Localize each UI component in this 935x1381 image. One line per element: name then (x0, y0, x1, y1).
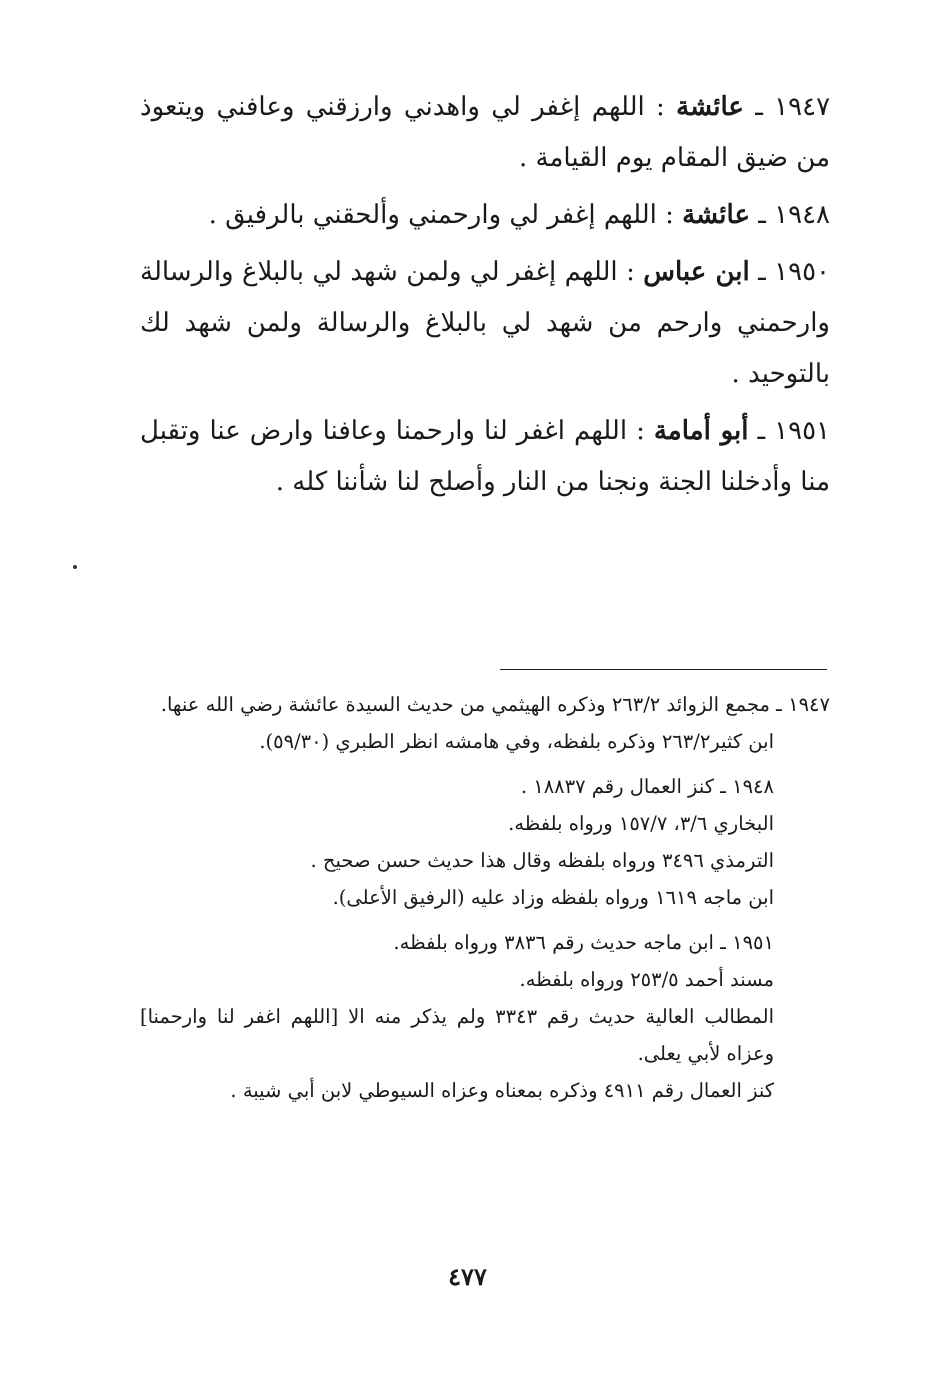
hadith-entry-1951 (140, 406, 830, 508)
footnote-1951-line-1: ١٩٥١ ـ ابن ماجه حديث رقم ٣٨٣٦ ورواه بلفظه. (393, 931, 774, 954)
entry-number: ١٩٥١ ـ (757, 416, 831, 446)
hadith-entry-1947 (140, 82, 830, 184)
footnote-gap (140, 916, 830, 924)
narrator-name: ابن عباس (643, 257, 750, 287)
page-speck (73, 565, 77, 569)
page-number: ٤٧٧ (448, 1262, 487, 1291)
footnote-1948-line-4: ابن ماجه ١٦١٩ ورواه بلفظه وزاد عليه (الرفيق الأعلى). (332, 886, 774, 909)
entry-text: : اللهم إغفر لي وارحمني وألحقني بالرفيق . (208, 200, 674, 230)
entry-number: ١٩٤٧ ـ (755, 92, 831, 122)
footnote-divider (500, 669, 827, 670)
footnotes (140, 686, 830, 1109)
footnote-1947-line-1: ١٩٤٧ ـ مجمع الزوائد ٢٦٣/٢ وذكره الهيثمي من حديث السيدة عائشة رضي الله عنها. (160, 693, 830, 716)
footnote-1948-line-2: البخاري ٣/٦، ١٥٧/٧ ورواه بلفظه. (508, 812, 774, 835)
footnote-1948-line-3: الترمذي ٣٤٩٦ ورواه بلفظه وقال هذا حديث حسن صحيح . (310, 849, 774, 872)
narrator-name: أبو أمامة (653, 416, 749, 446)
footnote-1951-line-3: المطالب العالية حديث رقم ٣٣٤٣ ولم يذكر منه الا [اللهم اغفر لنا وارحمنا] وعزاه لأبي يعلى. (140, 1005, 775, 1065)
hadith-entry-1948 (140, 190, 830, 241)
entry-number: ١٩٤٨ ـ (758, 200, 830, 230)
footnote-1948-line-1: ١٩٤٨ ـ كنز العمال رقم ١٨٨٣٧ . (520, 775, 774, 798)
footnote-1951-line-2: مسند أحمد ٢٥٣/٥ ورواه بلفظه. (519, 968, 774, 991)
entry-text: : اللهم إغفر لي واهدني وارزقني وعافني ويتعوذ من ضيق المقام يوم القيامة . (140, 92, 830, 173)
hadith-entry-1950 (140, 247, 830, 400)
narrator-name: عائشة (676, 92, 744, 122)
entry-text: : اللهم إغفر لي ولمن شهد لي بالبلاغ والرسالة وارحمني وارحم من شهد لي بالبلاغ والرسالة ولمن شهد لك بالتوحيد . (140, 257, 830, 389)
footnote-gap (140, 760, 830, 768)
entry-text: : اللهم اغفر لنا وارحمنا وعافنا وارض عنا وتقبل منا وأدخلنا الجنة ونجنا من النار وأصلح لنا شأننا كله . (140, 416, 830, 497)
narrator-name: عائشة (682, 200, 750, 230)
footnote-1947-line-2: ابن كثير٢٦٣/٢ وذكره بلفظه، وفي هامشه انظر الطبري (٥٩/٣٠). (259, 730, 774, 753)
main-text (140, 82, 830, 514)
entry-number: ١٩٥٠ ـ (758, 257, 830, 287)
footnote-1951-line-4: كنز العمال رقم ٤٩١١ وذكره بمعناه وعزاه السيوطي لابن أبي شيبة . (230, 1079, 774, 1102)
